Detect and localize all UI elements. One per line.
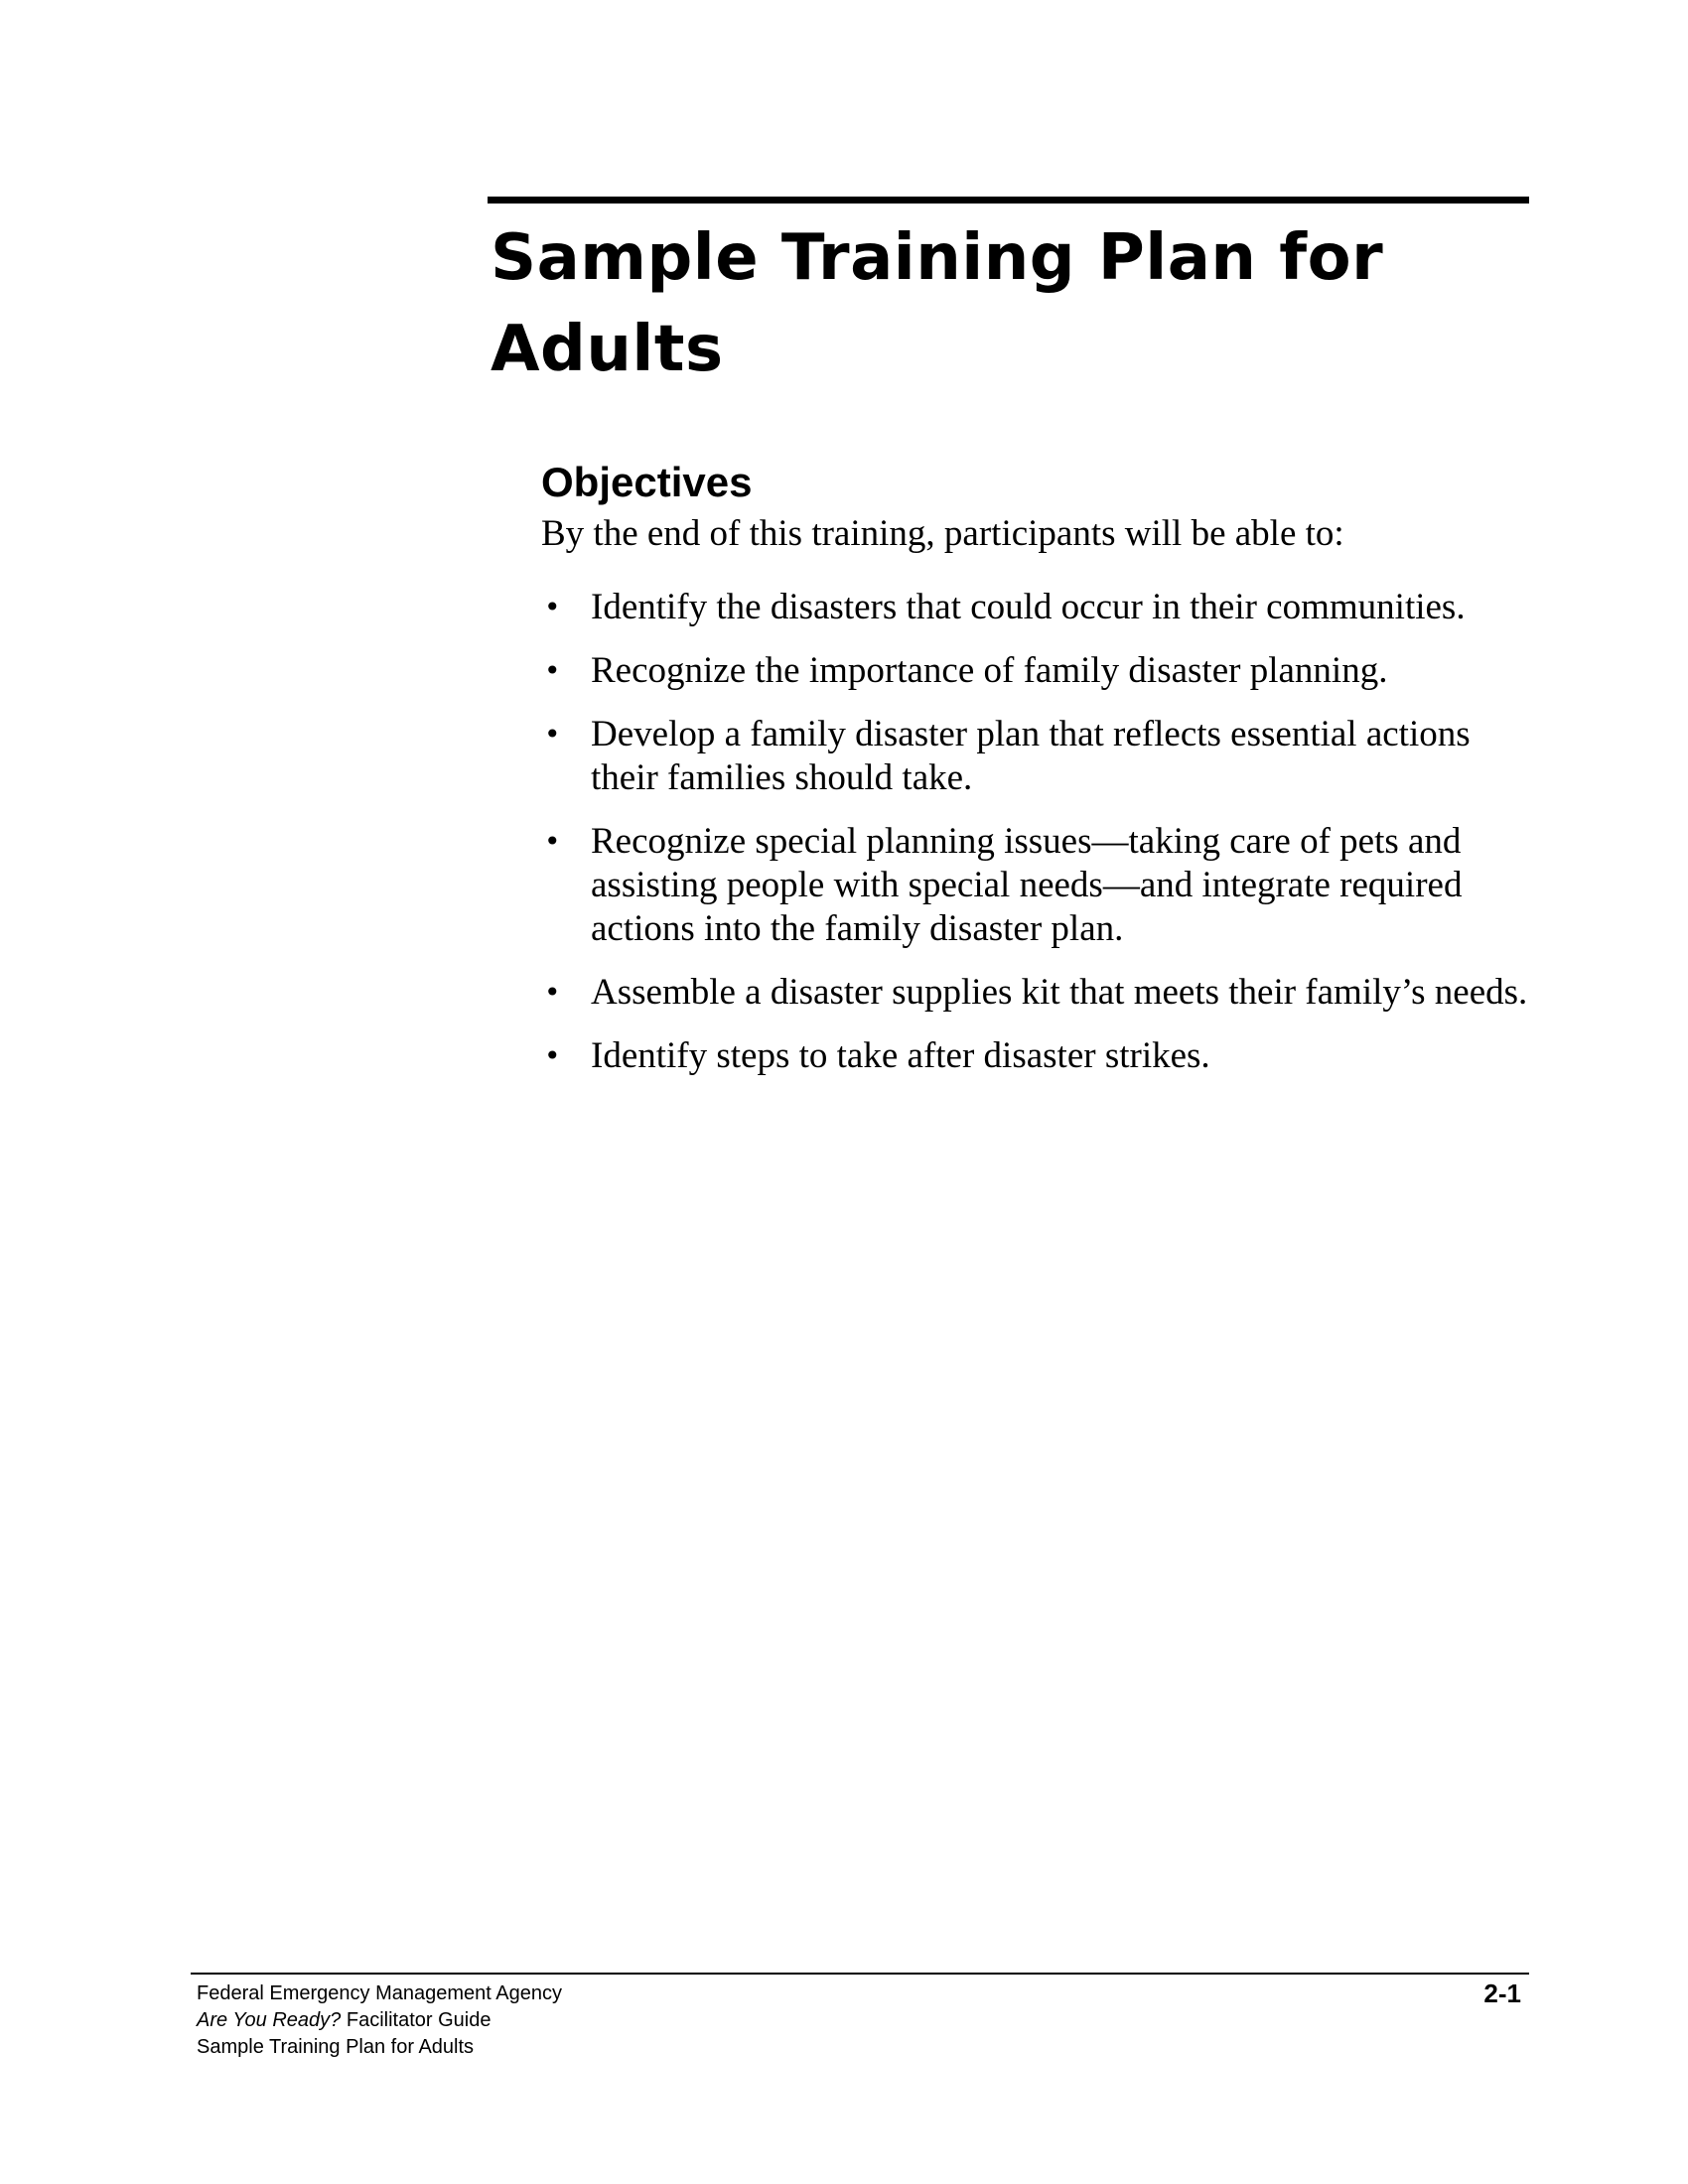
list-item xyxy=(541,1034,1534,1078)
page-title: Sample Training Plan for Adults xyxy=(491,221,1384,386)
objective-text: Develop a family disaster plan that reflects essential actions their families should take. xyxy=(591,714,1471,798)
bullet-icon: • xyxy=(544,591,561,623)
footer-guide-title-italic: Are You Ready? xyxy=(197,2009,342,2031)
list-item xyxy=(541,649,1534,693)
footer-guide-title xyxy=(197,2007,1529,2034)
objectives-section xyxy=(541,453,1534,1098)
objective-text: Identify steps to take after disaster strikes. xyxy=(591,1035,1210,1076)
page-footer xyxy=(197,1980,1529,2061)
footer-rule xyxy=(191,1973,1529,1975)
objective-text: Identify the disasters that could occur in their communities. xyxy=(591,587,1466,627)
list-item xyxy=(541,713,1534,800)
objective-text: Recognize the importance of family disaster planning. xyxy=(591,650,1388,691)
list-item xyxy=(541,820,1534,951)
title-rule xyxy=(488,197,1529,204)
objective-text: Assemble a disaster supplies kit that meets their family’s needs. xyxy=(591,972,1528,1013)
list-item xyxy=(541,586,1534,629)
objective-text: Recognize special planning issues—taking care of pets and assisting people with special needs—and integrate required actions into the family disaster plan. xyxy=(591,821,1463,949)
objectives-list xyxy=(541,586,1534,1078)
footer-guide-title-rest: Facilitator Guide xyxy=(341,2009,492,2031)
bullet-icon: • xyxy=(544,654,561,687)
bullet-icon: • xyxy=(544,825,561,858)
section-heading: Objectives xyxy=(541,459,753,505)
bullet-icon: • xyxy=(544,1039,561,1072)
footer-section: Sample Training Plan for Adults xyxy=(197,2036,475,2058)
bullet-icon: • xyxy=(544,976,561,1009)
objectives-intro: By the end of this training, participants will be able to: xyxy=(541,513,1344,554)
page-number: 2-1 xyxy=(1483,1979,1521,2008)
bullet-icon: • xyxy=(544,718,561,751)
list-item xyxy=(541,971,1534,1015)
footer-agency: Federal Emergency Management Agency xyxy=(197,1982,562,2004)
